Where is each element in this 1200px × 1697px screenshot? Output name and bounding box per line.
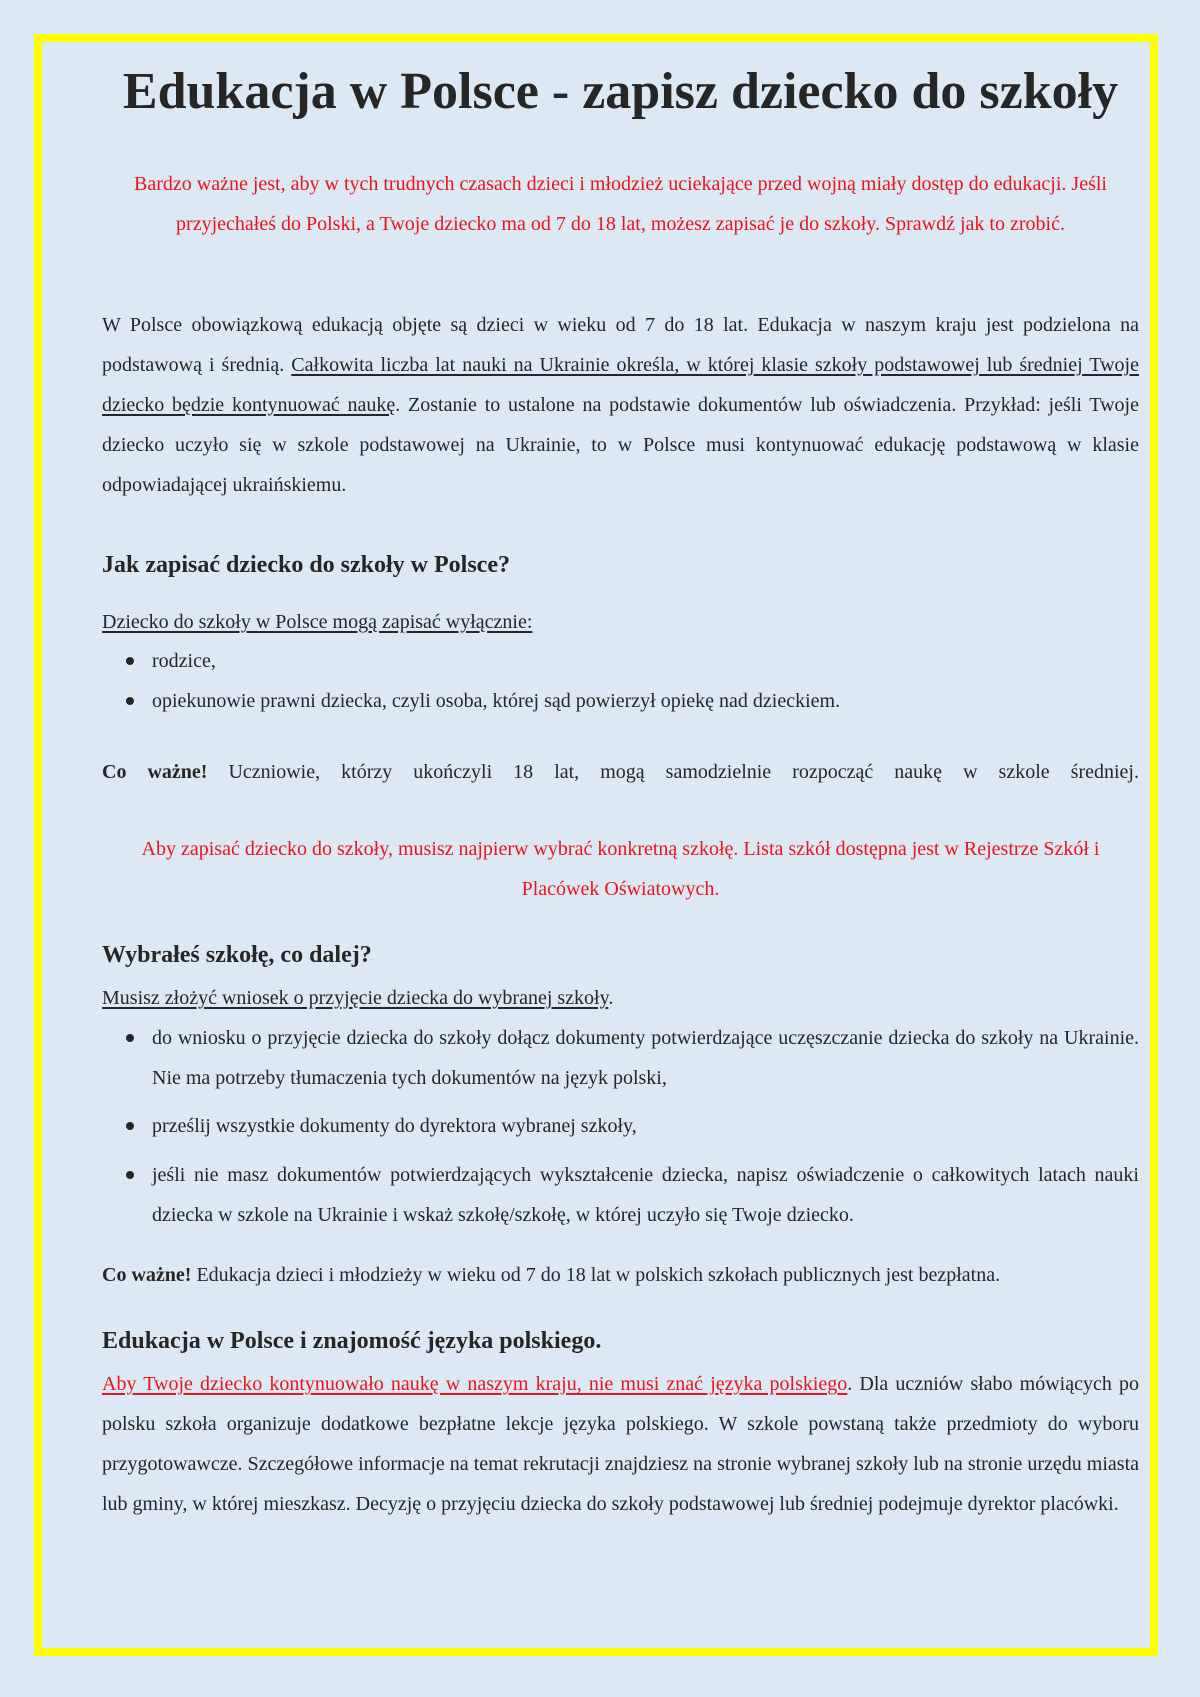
paragraph-compulsory-education [102, 305, 1139, 505]
list-item: do wniosku o przyjęcie dziecka do szkoły dołącz dokumenty potwierdzające uczęszczanie dziecka do szkoły na Ukrainie. Nie ma potrzeby tłumaczenia tych dokumentów na język polski, [102, 1018, 1139, 1098]
red-underlined-text: Aby Twoje dziecko kontynuowało naukę w naszym kraju, nie musi znać języka polskiego [102, 1373, 848, 1395]
language-text: . Dla uczniów słabo mówiących po polsku szkoła organizuje dodatkowe bezpłatne lekcje języka polskiego. W szkole powstaną także przedmioty do wyboru przygotowawcze. Szczegółowe informacje na temat rekrutacji znajdziesz na stronie wybranej szkoły lub na stronie urzędu miasta lub gminy, w której mieszkasz. Decyzję o przyjęciu dziecka do szkoły podstawowej lub średniej podejmuje dyrektor placówki. [102, 1373, 1139, 1515]
note-adult-students [102, 752, 1139, 792]
note-label: Co ważne! [102, 761, 208, 783]
red-school-register-note: Aby zapisać dziecko do szkoły, musisz najpierw wybrać konkretną szkołę. Lista szkół dostępna jest w Rejestrze Szkół i Placówek Oświatowych. [141, 838, 1100, 900]
intro-paragraph: Bardzo ważne jest, aby w tych trudnych czasach dzieci i młodzież uciekające przed wojną miały dostęp do edukacji. Jeśli przyjechałeś do Polski, a Twoje dziecko ma od 7 do 18 lat, możesz zapisać je do szkoły. Sprawdź jak to zrobić. [134, 173, 1107, 235]
paragraph-polish-language [102, 1364, 1139, 1524]
enroll-lead [102, 602, 1139, 642]
heading-polish-language: Edukacja w Polsce i znajomość języka polskiego. [102, 1328, 602, 1354]
heading-school-chosen: Wybrałeś szkołę, co dalej? [102, 942, 372, 968]
list-item: rodzice, [102, 641, 1139, 681]
list-item: opiekunowie prawni dziecka, czyli osoba, której sąd powierzył opiekę nad dzieckiem. [102, 681, 1139, 721]
application-lead-end: . [608, 987, 614, 1009]
page-title: Edukacja w Polsce - zapisz dziecko do szkoły [122, 63, 1119, 120]
application-steps-list-2 [102, 1106, 1139, 1146]
list-item: prześlij wszystkie dokumenty do dyrektora wybranej szkoły, [102, 1106, 1139, 1146]
para1-text-b: . Zostanie to ustalone na podstawie dokumentów lub oświadczenia. Przykład: jeśli Twoje dziecko uczyło się w szkole podstawowej na Ukrainie, to w Polsce musi kontynuować edukację podstawową w klasie odpowiadającej ukraińskiemu. [102, 394, 1139, 496]
note-label: Co ważne! [102, 1264, 192, 1286]
note-free-education [102, 1255, 1139, 1295]
note-text: Edukacja dzieci i młodzieży w wieku od 7 do 18 lat w polskich szkołach publicznych jest bezpłatna. [191, 1264, 1001, 1286]
list-item: jeśli nie masz dokumentów potwierdzających wykształcenie dziecka, napisz oświadczenie o całkowitych latach nauki dziecka w szkole na Ukrainie i wskaż szkołę/szkołę, w której uczyło się Twoje dziecko. [102, 1155, 1139, 1235]
enroll-lead-text: Dziecko do szkoły w Polsce mogą zapisać wyłącznie: [102, 611, 533, 633]
para1-text-a: W Polsce obowiązkową edukacją objęte są dzieci w wieku od 7 do 18 lat. Edukacja w naszym kraju jest podzielona na podstawową i średnią. [102, 314, 1139, 376]
application-steps-list-3 [102, 1155, 1139, 1235]
enroll-list [102, 641, 1139, 721]
application-lead-text: Musisz złożyć wniosek o przyjęcie dziecka do wybranej szkoły [102, 987, 609, 1009]
para1-underlined: Całkowita liczba lat nauki na Ukrainie określa, w której klasie szkoły podstawowej lub średniej Twoje dziecko będzie kontynuować naukę [102, 354, 1139, 416]
application-steps-list [102, 1018, 1139, 1098]
note-text: Uczniowie, którzy ukończyli 18 lat, mogą samodzielnie rozpocząć naukę w szkole średniej. [207, 761, 1139, 783]
heading-how-to-enroll: Jak zapisać dziecko do szkoły w Polsce? [102, 552, 510, 578]
application-lead [102, 978, 1139, 1018]
